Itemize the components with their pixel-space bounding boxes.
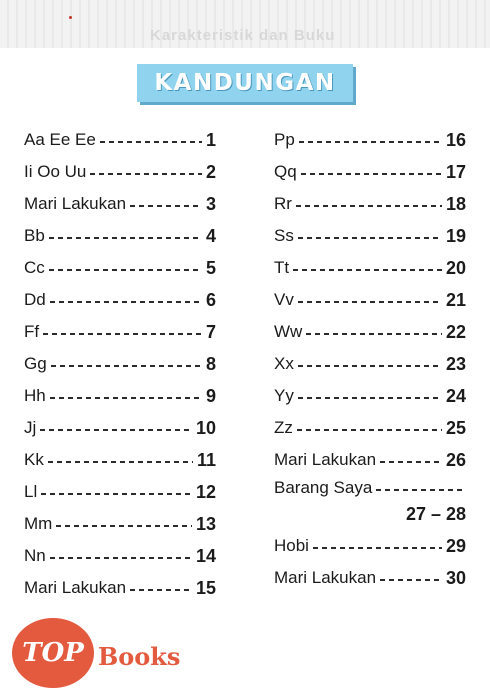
toc-entry-page: 16 — [445, 129, 466, 150]
toc-entry — [24, 476, 216, 508]
dotted-leader — [306, 333, 442, 335]
dotted-leader — [313, 547, 442, 549]
topbooks-logo — [12, 618, 192, 690]
toc-entry-label: Ww — [274, 322, 303, 341]
toc-entry-page: 23 — [445, 353, 466, 374]
dotted-leader — [293, 269, 442, 271]
dotted-leader — [41, 493, 192, 495]
dotted-leader — [130, 205, 202, 207]
toc-entry-label: Mari Lakukan — [24, 578, 127, 597]
dotted-leader — [130, 589, 192, 591]
dotted-leader — [56, 525, 192, 527]
dotted-leader — [296, 205, 442, 207]
toc-entry — [274, 476, 466, 530]
toc-entry-label: Vv — [274, 290, 294, 309]
toc-entry-page: 30 — [445, 567, 466, 588]
toc-entry — [274, 380, 466, 412]
toc-entry-page: 5 — [205, 257, 216, 278]
toc-entry-label: Nn — [24, 546, 46, 565]
logo-badge — [12, 618, 94, 688]
toc-entry-label: Barang Saya — [274, 478, 373, 497]
faded-header-text: Karakteristik dan Buku — [150, 27, 336, 44]
toc-entry-page: 14 — [195, 545, 216, 566]
toc-entry — [24, 156, 216, 188]
toc-entry-page: 17 — [445, 161, 466, 182]
toc-entry — [274, 348, 466, 380]
dotted-leader — [380, 579, 442, 581]
toc-entry — [24, 220, 216, 252]
toc-entry — [24, 316, 216, 348]
toc-entry-page: 6 — [205, 289, 216, 310]
dotted-leader — [40, 429, 192, 431]
toc-entry-page: 13 — [195, 513, 216, 534]
toc-entry-label: Pp — [274, 130, 295, 149]
dotted-leader — [298, 397, 442, 399]
toc-entry-label: Kk — [24, 450, 44, 469]
dotted-leader — [49, 237, 202, 239]
dotted-leader — [298, 237, 442, 239]
toc-entry-label: Qq — [274, 162, 297, 181]
title-banner — [137, 64, 353, 102]
dotted-leader — [43, 333, 202, 335]
dotted-leader — [51, 365, 202, 367]
toc-entry — [274, 444, 466, 476]
toc-entry — [24, 124, 216, 156]
toc-entry-page: 29 — [445, 535, 466, 556]
toc-entry — [274, 412, 466, 444]
toc-entry — [24, 348, 216, 380]
toc-entry — [274, 562, 466, 594]
toc-entry — [274, 316, 466, 348]
toc-entry — [274, 124, 466, 156]
toc-entry-label: Mari Lakukan — [24, 194, 127, 213]
toc-entry-page: 2 — [205, 161, 216, 182]
toc-entry-page: 18 — [445, 193, 466, 214]
toc-entry — [24, 572, 216, 604]
dotted-leader — [301, 173, 442, 175]
toc-entry — [24, 252, 216, 284]
toc-entry-label: Hobi — [274, 536, 309, 555]
dotted-leader — [49, 269, 202, 271]
toc-left-column — [24, 124, 216, 604]
logo-badge-text: TOP — [22, 638, 84, 668]
toc-entry-page: 26 — [445, 449, 466, 470]
dotted-leader — [48, 461, 193, 463]
toc-entry-label: Xx — [274, 354, 294, 373]
dotted-leader — [298, 301, 442, 303]
toc-entry-page: 25 — [445, 417, 466, 438]
toc-entry — [274, 220, 466, 252]
toc-entry-label: Cc — [24, 258, 45, 277]
toc-entry-page: 3 — [205, 193, 216, 214]
toc-entry-page: 21 — [445, 289, 466, 310]
dotted-leader — [50, 397, 202, 399]
toc-entry — [24, 412, 216, 444]
toc-entry-page: 20 — [445, 257, 466, 278]
dotted-leader — [100, 141, 202, 143]
top-header-strip — [0, 0, 490, 48]
toc-entry-page: 22 — [445, 321, 466, 342]
toc-entry-label: Hh — [24, 386, 46, 405]
toc-entry-label: Mari Lakukan — [274, 450, 377, 469]
toc-entry-label: Ll — [24, 482, 38, 501]
toc-entry-page: 15 — [195, 577, 216, 598]
toc-entry-label: Mm — [24, 514, 53, 533]
toc-entry-label: Zz — [274, 418, 293, 437]
toc-entry-page: 9 — [205, 385, 216, 406]
dotted-leader — [297, 429, 442, 431]
toc-entry — [24, 444, 216, 476]
toc-entry-page: 11 — [196, 449, 216, 470]
dotted-leader — [50, 557, 192, 559]
toc-entry-label: Rr — [274, 194, 292, 213]
toc-entry-page: 1 — [205, 129, 216, 150]
toc-entry-label: Tt — [274, 258, 290, 277]
toc-entry — [24, 284, 216, 316]
toc-entry — [274, 188, 466, 220]
toc-entry — [24, 540, 216, 572]
toc-entry-label: Jj — [24, 418, 37, 437]
toc-entry — [274, 252, 466, 284]
red-dot-mark — [69, 16, 72, 19]
toc-entry-page: 27 – 28 — [405, 504, 466, 524]
toc-entry-page: 12 — [195, 481, 216, 502]
toc-entry-page: 10 — [195, 417, 216, 438]
toc-entry-label: Bb — [24, 226, 45, 245]
toc-entry-label: Gg — [24, 354, 47, 373]
toc-entry-page: 4 — [205, 225, 216, 246]
toc-entry — [274, 156, 466, 188]
toc-entry-label: Dd — [24, 290, 46, 309]
dotted-leader — [380, 461, 442, 463]
toc-entry — [24, 508, 216, 540]
toc-entry — [274, 284, 466, 316]
toc-entry — [24, 380, 216, 412]
logo-wordmark: Books — [98, 642, 181, 671]
toc-right-column — [274, 124, 466, 594]
toc-entry-page: 19 — [445, 225, 466, 246]
toc-entry-label: Yy — [274, 386, 294, 405]
toc-entry — [274, 530, 466, 562]
dotted-leader — [298, 365, 442, 367]
toc-entry-label: Ss — [274, 226, 294, 245]
dotted-leader — [376, 489, 462, 491]
dotted-leader — [50, 301, 202, 303]
dotted-leader — [90, 173, 202, 175]
dotted-leader — [299, 141, 442, 143]
toc-entry-label: Ii Oo Uu — [24, 162, 87, 181]
toc-entry-page: 7 — [205, 321, 216, 342]
toc-entry-label: Mari Lakukan — [274, 568, 377, 587]
toc-entry — [24, 188, 216, 220]
toc-entry-label: Aa Ee Ee — [24, 130, 96, 149]
page-title: KANDUNGAN — [154, 70, 336, 96]
toc-entry-label: Ff — [24, 322, 40, 341]
toc-entry-page: 24 — [445, 385, 466, 406]
toc-entry-page: 8 — [205, 353, 216, 374]
